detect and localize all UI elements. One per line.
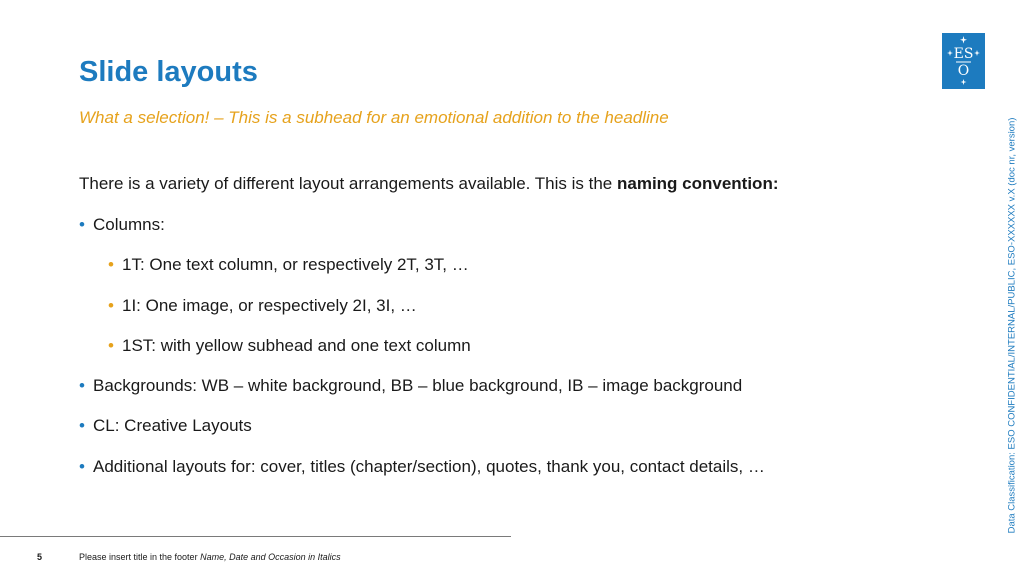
intro-text: There is a variety of different layout arrangements available. This is the — [79, 174, 617, 193]
svg-text:ES: ES — [953, 46, 974, 62]
list-item — [79, 213, 765, 253]
list-item-text: 1ST: with yellow subhead and one text column — [122, 335, 471, 355]
bullet-icon: • — [79, 376, 85, 396]
list-item — [79, 414, 765, 454]
data-classification — [1006, 115, 1018, 535]
intro-paragraph — [79, 174, 778, 194]
list-item-text: CL: Creative Layouts — [93, 416, 252, 436]
footer-plain: Please insert title in the footer — [79, 552, 201, 562]
eso-logo-icon — [942, 33, 985, 89]
list-item — [79, 374, 765, 414]
list-item-text: Additional layouts for: cover, titles (chapter/section), quotes, thank you, contact details, … — [93, 456, 765, 476]
slide-subhead: What a selection! – This is a subhead for an emotional addition to the headline — [79, 108, 669, 127]
bullet-icon: • — [79, 416, 85, 436]
intro-bold: naming convention: — [616, 174, 779, 193]
list-item-text: 1T: One text column, or respectively 2T, 3T, … — [122, 255, 469, 275]
bullet-icon: • — [79, 215, 85, 234]
footer-italic: Name, Date and Occasion in Italics — [200, 552, 341, 562]
list-item — [79, 334, 765, 374]
data-classification-text: Data Classification: ESO CONFIDENTIAL/INTERNAL/PUBLIC, ESO-XXXXXX v.X (doc nr, version) — [1006, 117, 1018, 533]
svg-text:O: O — [957, 63, 970, 79]
bullet-icon: • — [108, 335, 114, 355]
footer-divider — [0, 536, 511, 537]
slide-title: Slide layouts — [79, 56, 258, 88]
list-item — [79, 455, 765, 495]
bullet-icon: • — [108, 255, 114, 275]
page-number: 5 — [37, 552, 43, 562]
eso-logo — [942, 33, 985, 89]
list-item-text: 1I: One image, or respectively 2I, 3I, … — [122, 295, 417, 315]
list-item — [79, 253, 765, 293]
bullet-list — [79, 213, 765, 495]
list-item-text: Backgrounds: WB – white background, BB – blue background, IB – image background — [93, 376, 743, 396]
bullet-icon: • — [79, 456, 85, 476]
footer-text — [79, 552, 341, 562]
list-item — [79, 294, 765, 334]
bullet-icon: • — [108, 295, 114, 315]
list-item-text: Columns: — [93, 215, 165, 234]
